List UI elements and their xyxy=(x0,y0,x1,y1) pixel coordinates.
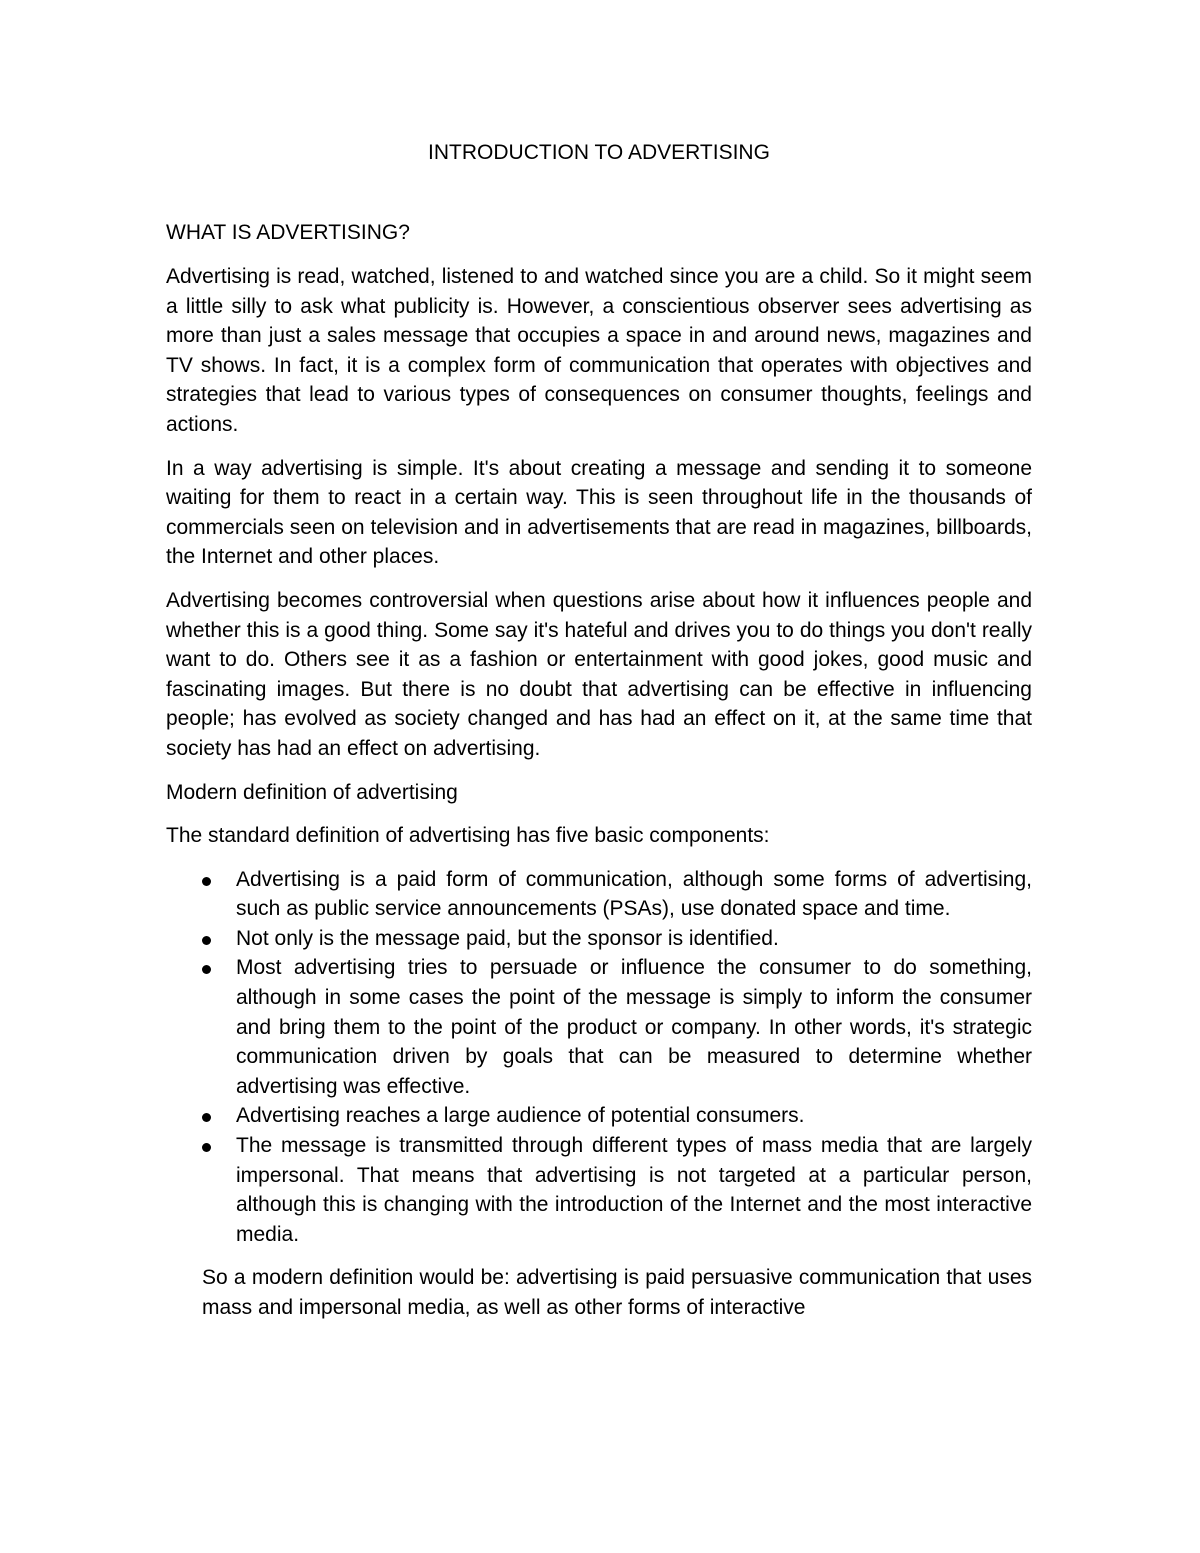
bullet-icon xyxy=(202,965,211,974)
list-item-text: The message is transmitted through different types of mass media that are largely impersonal. That means that advertising is not targeted at a particular person, although this is changing with the introduction of the Internet and the most interactive media. xyxy=(236,1134,1032,1246)
components-list xyxy=(166,865,1032,1250)
bullet-icon xyxy=(202,877,211,886)
document-body xyxy=(166,138,1032,1337)
list-intro: The standard definition of advertising has five basic components: xyxy=(166,824,770,848)
list-item xyxy=(236,953,1032,1101)
list-item-text: Not only is the message paid, but the sponsor is identified. xyxy=(236,926,779,950)
list-item xyxy=(236,865,1032,924)
list-item xyxy=(236,924,1032,954)
bullet-icon xyxy=(202,1143,211,1152)
list-item-text: Advertising is a paid form of communication, although some forms of advertising, such as public service announcements (PSAs), use donated space and time. xyxy=(236,867,1032,921)
list-item-text: Advertising reaches a large audience of potential consumers. xyxy=(236,1104,805,1128)
subheading-modern-definition: Modern definition of advertising xyxy=(166,780,458,804)
document-title: INTRODUCTION TO ADVERTISING xyxy=(428,141,770,164)
paragraph-closing: So a modern definition would be: advertising is paid persuasive communication that uses mass and impersonal media, as well as other forms of interactive xyxy=(202,1266,1032,1319)
list-item-text: Most advertising tries to persuade or influence the consumer to do something, although in some cases the point of the message is simply to inform the consumer and bring them to the point of the product or company. In other words, it's strategic communication driven by goals that can be measured to determine whether advertising was effective. xyxy=(236,956,1032,1098)
list-item xyxy=(236,1131,1032,1249)
paragraph-controversial: Advertising becomes controversial when questions arise about how it influences people and whether this is a good thing. Some say it's hateful and drives you to do things you don't really want to do. Others see it as a fashion or entertainment with good jokes, good music and fascinating images. But there is no doubt that advertising can be effective in influencing people; has evolved as society changed and has had an effect on it, at the same time that society has had an effect on advertising. xyxy=(166,588,1032,760)
bullet-icon xyxy=(202,1113,211,1122)
paragraph-intro: Advertising is read, watched, listened to and watched since you are a child. So it might seem a little silly to ask what publicity is. However, a conscientious observer sees advertising as more than just a sales message that occupies a space in and around news, magazines and TV shows. In fact, it is a complex form of communication that operates with objectives and strategies that lead to various types of consequences on consumer thoughts, feelings and actions. xyxy=(166,265,1032,436)
paragraph-simple: In a way advertising is simple. It's about creating a message and sending it to someone waiting for them to react in a certain way. This is seen throughout life in the thousands of commercials seen on television and in advertisements that are read in magazines, billboards, the Internet and other places. xyxy=(166,456,1032,569)
section-heading: WHAT IS ADVERTISING? xyxy=(166,221,410,244)
list-item xyxy=(236,1101,1032,1131)
bullet-icon xyxy=(202,936,211,945)
